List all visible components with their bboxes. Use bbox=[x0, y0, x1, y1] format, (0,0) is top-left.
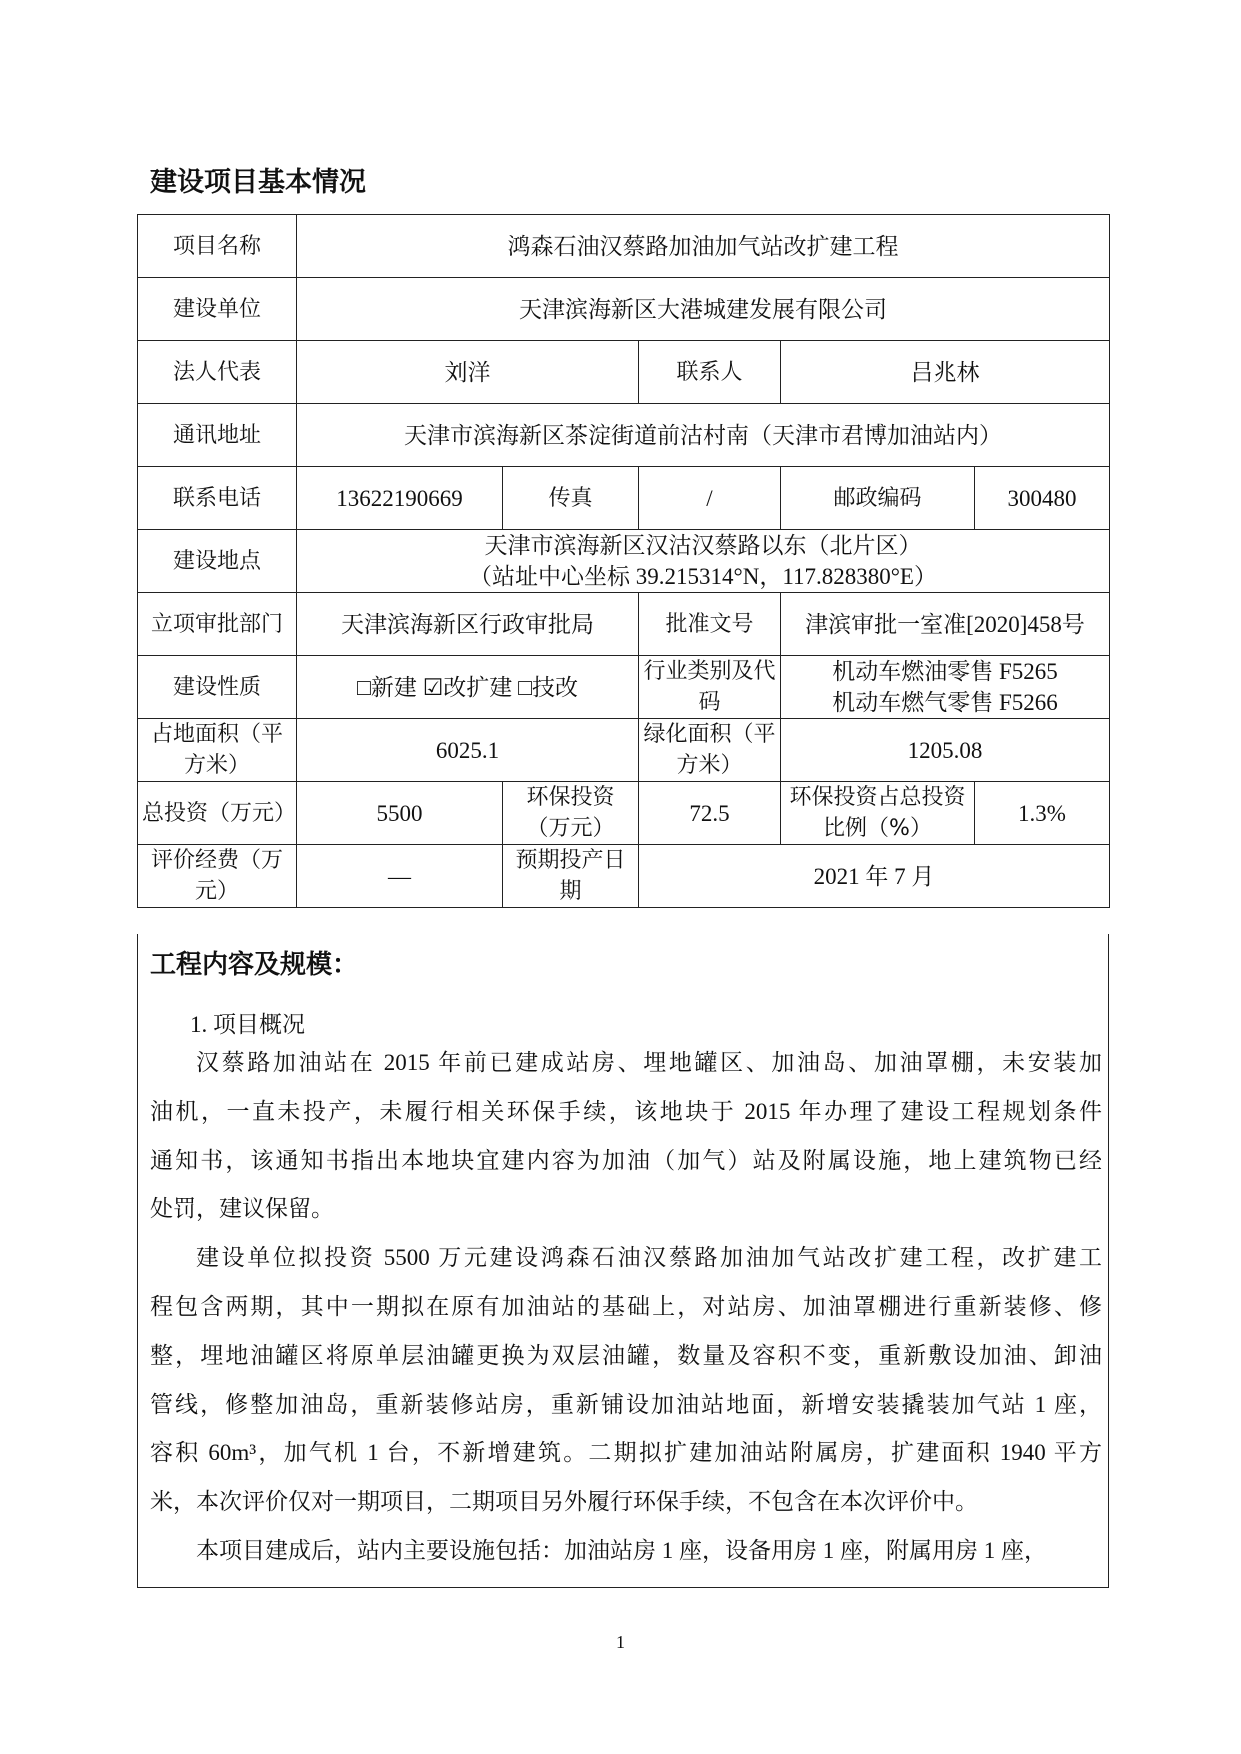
label: 绿化面积（平方米） bbox=[639, 719, 781, 782]
text-line: 米，本次评价仅对一期项目，二期项目另外履行环保手续，不包含在本次评价中。 bbox=[150, 1489, 978, 1515]
area: 6025.1 bbox=[297, 719, 639, 782]
site bbox=[297, 530, 1110, 593]
text-line: 本项目建成后，站内主要设施包括：加油站房 1 座，设备用房 1 座，附属用房 1 座， bbox=[196, 1537, 1047, 1563]
invest: 5500 bbox=[297, 782, 503, 845]
section-title: 建设项目基本情况 bbox=[150, 167, 366, 198]
label: 评价经费（万元） bbox=[138, 845, 297, 908]
table-row bbox=[138, 341, 1110, 404]
contact: 吕兆林 bbox=[781, 341, 1110, 404]
text-line: 通知书，该通知书指出本地块宜建内容为加油（加气）站及附属设施，地上建筑物已经 bbox=[150, 1147, 1102, 1173]
label: 总投资（万元） bbox=[138, 782, 297, 845]
table-row bbox=[138, 845, 1110, 908]
label: 联系人 bbox=[639, 341, 781, 404]
label: 建设地点 bbox=[138, 530, 297, 593]
fax: / bbox=[639, 467, 781, 530]
table-row bbox=[138, 404, 1110, 467]
industry bbox=[781, 656, 1110, 719]
site-line: 天津市滨海新区汉沽汉蔡路以东（北片区） bbox=[484, 533, 922, 558]
body-text bbox=[150, 1039, 1102, 1576]
label: 通讯地址 bbox=[138, 404, 297, 467]
label: 预期投产日期 bbox=[503, 845, 639, 908]
project-info-table bbox=[137, 214, 1110, 908]
approval-dept: 天津滨海新区行政审批局 bbox=[297, 593, 639, 656]
checkbox-tech: □技改 bbox=[518, 674, 578, 700]
table-row bbox=[138, 278, 1110, 341]
text-line: 处罚，建议保留。 bbox=[150, 1196, 334, 1222]
text-line: 油机，一直未投产，未履行相关环保手续，该地块于 2015 年办理了建设工程规划条件 bbox=[150, 1098, 1102, 1124]
label: 环保投资占总投资比例（%） bbox=[781, 782, 975, 845]
industry-line: 机动车燃气零售 F5266 bbox=[832, 690, 1058, 715]
label: 法人代表 bbox=[138, 341, 297, 404]
label: 建设性质 bbox=[138, 656, 297, 719]
site-coords: （站址中心坐标 39.215314°N，117.828380°E） bbox=[469, 564, 937, 589]
env-invest: 72.5 bbox=[639, 782, 781, 845]
env-ratio: 1.3% bbox=[975, 782, 1110, 845]
table-row bbox=[138, 593, 1110, 656]
label: 邮政编码 bbox=[781, 467, 975, 530]
page-number: 1 bbox=[616, 1632, 625, 1652]
label: 建设单位 bbox=[138, 278, 297, 341]
checkbox-expand: ☑改扩建 bbox=[422, 674, 513, 700]
industry-line: 机动车燃油零售 F5265 bbox=[832, 659, 1058, 684]
content-heading: 工程内容及规模： bbox=[150, 950, 359, 980]
table-row bbox=[138, 215, 1110, 278]
legal-rep: 刘洋 bbox=[297, 341, 639, 404]
approval-no: 津滨审批一室准[2020]458号 bbox=[781, 593, 1110, 656]
label: 项目名称 bbox=[138, 215, 297, 278]
subheading: 1. 项目概况 bbox=[190, 1012, 305, 1037]
table-row bbox=[138, 656, 1110, 719]
text-line: 汉蔡路加油站在 2015 年前已建成站房、埋地罐区、加油岛、加油罩棚，未安装加 bbox=[196, 1050, 1102, 1075]
nature bbox=[297, 656, 639, 719]
label: 传真 bbox=[503, 467, 639, 530]
label: 环保投资（万元） bbox=[503, 782, 639, 845]
checkbox-new: □新建 bbox=[357, 674, 417, 700]
table-row bbox=[138, 530, 1110, 593]
green-area: 1205.08 bbox=[781, 719, 1110, 782]
content-box bbox=[137, 934, 1109, 1588]
text-line: 整，埋地油罐区将原单层油罐更换为双层油罐，数量及容积不变，重新敷设加油、卸油 bbox=[150, 1342, 1102, 1368]
label: 批准文号 bbox=[639, 593, 781, 656]
phone: 13622190669 bbox=[297, 467, 503, 530]
text-line: 建设单位拟投资 5500 万元建设鸿森石油汉蔡路加油加气站改扩建工程，改扩建工 bbox=[196, 1245, 1102, 1271]
table-row bbox=[138, 782, 1110, 845]
label: 行业类别及代码 bbox=[639, 656, 781, 719]
text-line: 程包含两期，其中一期拟在原有加油站的基础上，对站房、加油罩棚进行重新装修、修 bbox=[150, 1293, 1102, 1319]
text-line: 容积 60m³，加气机 1 台，不新增建筑。二期拟扩建加油站附属房，扩建面积 1940 平方 bbox=[150, 1440, 1102, 1466]
label: 联系电话 bbox=[138, 467, 297, 530]
date: 2021 年 7 月 bbox=[639, 845, 1110, 908]
postcode: 300480 bbox=[975, 467, 1110, 530]
builder: 天津滨海新区大港城建发展有限公司 bbox=[297, 278, 1110, 341]
table-row bbox=[138, 467, 1110, 530]
label: 立项审批部门 bbox=[138, 593, 297, 656]
text-line: 管线，修整加油岛，重新装修站房，重新铺设加油站地面，新增安装撬装加气站 1 座， bbox=[150, 1391, 1102, 1417]
table-row bbox=[138, 719, 1110, 782]
label: 占地面积（平方米） bbox=[138, 719, 297, 782]
fee: — bbox=[297, 845, 503, 908]
project-name: 鸿森石油汉蔡路加油加气站改扩建工程 bbox=[297, 215, 1110, 278]
address: 天津市滨海新区茶淀街道前沽村南（天津市君博加油站内） bbox=[297, 404, 1110, 467]
